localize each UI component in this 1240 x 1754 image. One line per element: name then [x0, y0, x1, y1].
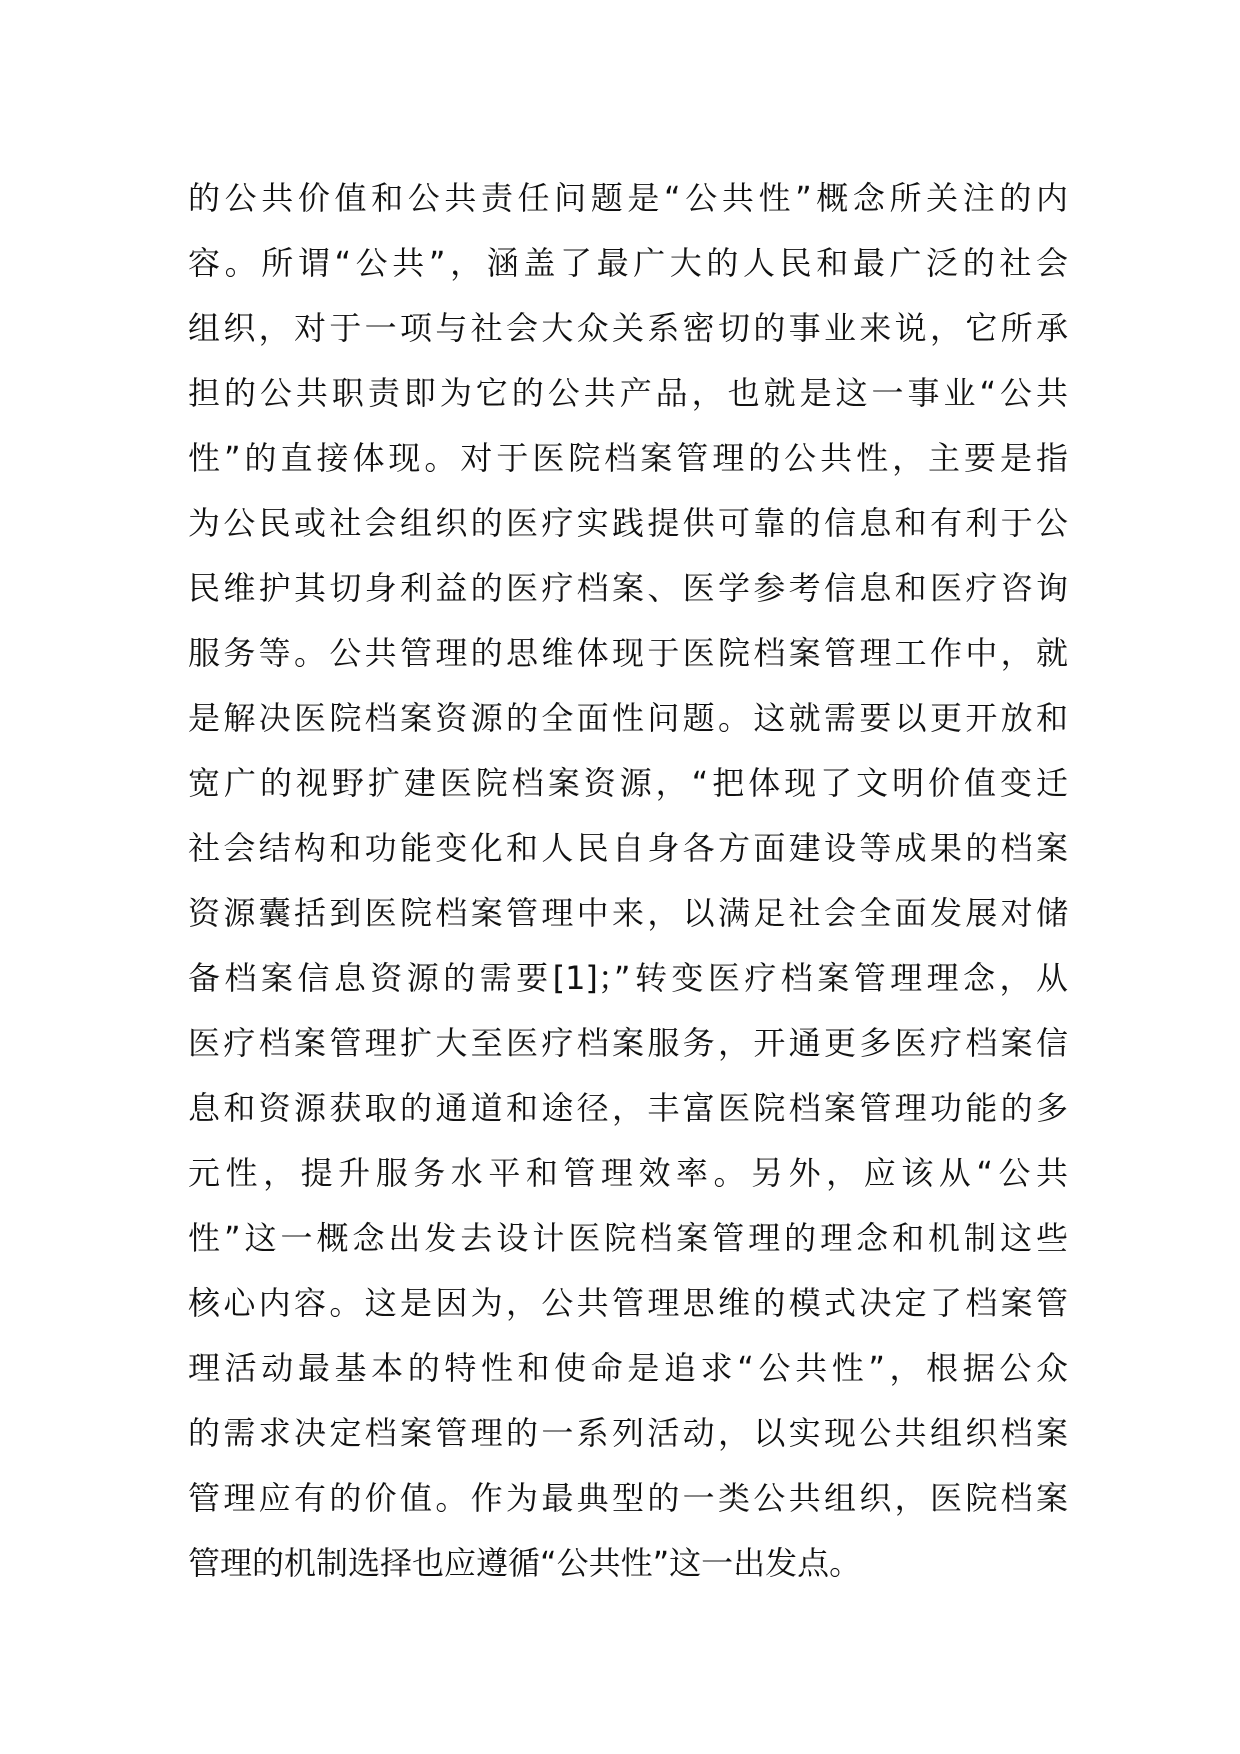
text-line: 的公共价值和公共责任问题是“公共性”概念所关注的内 — [188, 179, 1068, 217]
text-line: 元性，提升服务水平和管理效率。另外，应该从“公共 — [188, 1154, 1068, 1192]
body-paragraph — [188, 166, 1068, 1596]
text-line: 服务等。公共管理的思维体现于医院档案管理工作中，就 — [188, 634, 1068, 672]
text-line: 息和资源获取的通道和途径，丰富医院档案管理功能的多 — [188, 1089, 1068, 1127]
text-line: 社会结构和功能变化和人民自身各方面建设等成果的档案 — [188, 829, 1068, 867]
text-line: 担的公共职责即为它的公共产品，也就是这一事业“公共 — [188, 374, 1068, 412]
text-line: 容。所谓“公共”，涵盖了最广大的人民和最广泛的社会 — [188, 244, 1068, 282]
text-line: 理活动最基本的特性和使命是追求“公共性”，根据公众 — [188, 1349, 1068, 1387]
text-line: 宽广的视野扩建医院档案资源，“把体现了文明价值变迁 — [188, 764, 1068, 802]
text-line: 组织，对于一项与社会大众关系密切的事业来说，它所承 — [188, 309, 1068, 347]
text-line: 管理应有的价值。作为最典型的一类公共组织，医院档案 — [188, 1479, 1068, 1517]
text-line: 性”的直接体现。对于医院档案管理的公共性，主要是指 — [188, 439, 1068, 477]
text-line: 核心内容。这是因为，公共管理思维的模式决定了档案管 — [188, 1284, 1068, 1322]
text-line: 是解决医院档案资源的全面性问题。这就需要以更开放和 — [188, 699, 1068, 737]
text-line: 备档案信息资源的需要[1]；”转变医疗档案管理理念，从 — [188, 959, 1068, 997]
text-line: 资源囊括到医院档案管理中来，以满足社会全面发展对储 — [188, 894, 1068, 932]
text-line: 为公民或社会组织的医疗实践提供可靠的信息和有利于公 — [188, 504, 1068, 542]
text-line: 性”这一概念出发去设计医院档案管理的理念和机制这些 — [188, 1219, 1068, 1257]
text-line: 医疗档案管理扩大至医疗档案服务，开通更多医疗档案信 — [188, 1024, 1068, 1062]
text-line: 的需求决定档案管理的一系列活动，以实现公共组织档案 — [188, 1414, 1068, 1452]
text-line: 民维护其切身利益的医疗档案、医学参考信息和医疗咨询 — [188, 569, 1068, 607]
text-line-last: 管理的机制选择也应遵循“公共性”这一出发点。 — [188, 1544, 862, 1582]
